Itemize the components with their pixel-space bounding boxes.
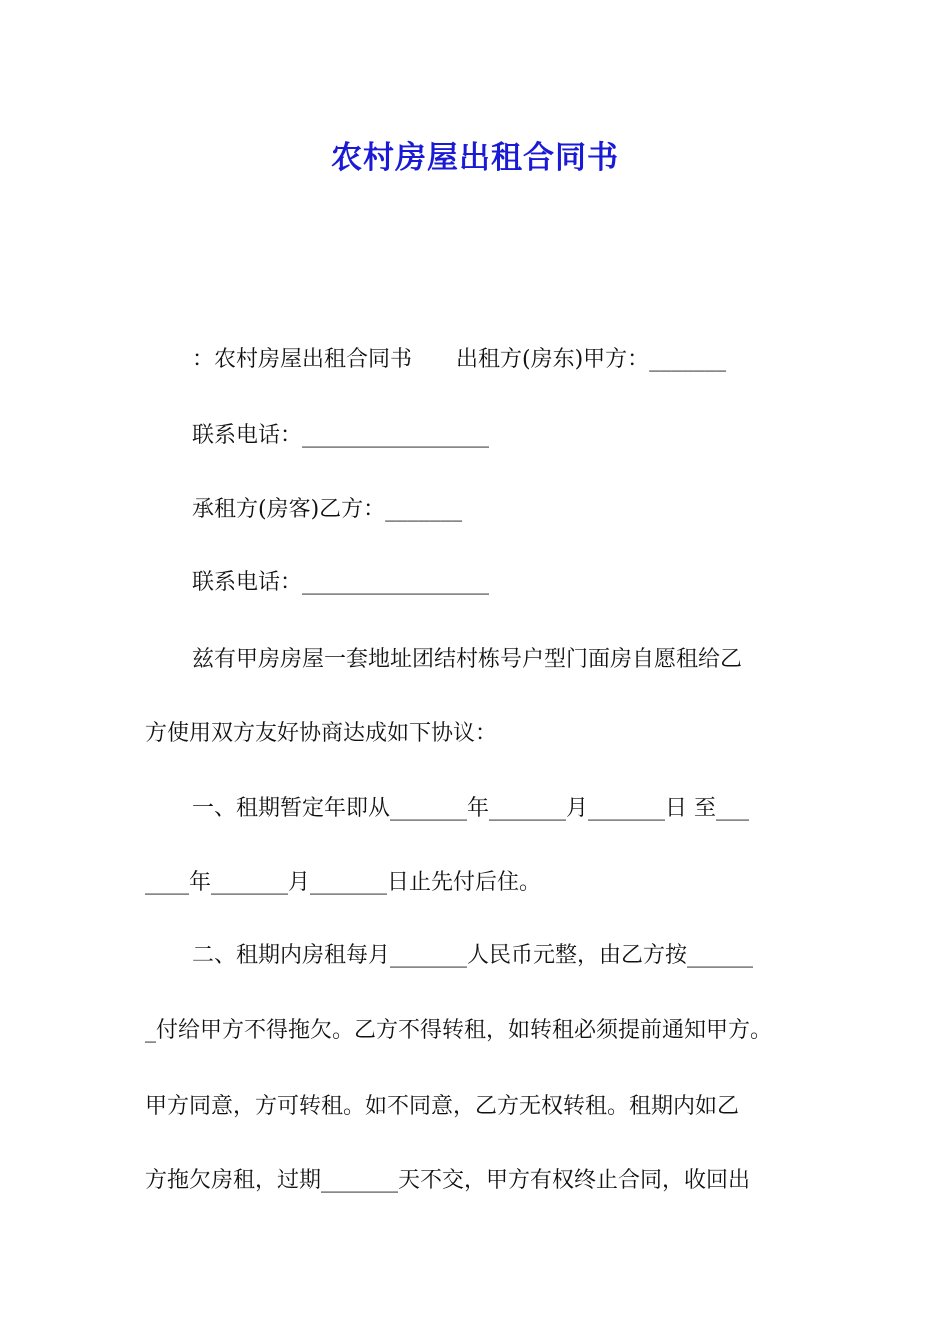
paragraph-line-lessor: ：农村房屋出租合同书 出租方(房东)甲方：_______ (192, 347, 727, 372)
paragraph-line-lessee-phone: 联系电话：_________________ (192, 570, 490, 595)
paragraph-line-clause2-2: _付给甲方不得拖欠。乙方不得转租，如转租必须提前通知甲方。 (145, 1018, 773, 1043)
paragraph-line-clause1-1: 一、租期暂定年即从_______年_______月_______日 至___ (192, 796, 749, 821)
paragraph-line-intro-1: 兹有甲房房屋一套地址团结村栋号户型门面房自愿租给乙 (192, 647, 743, 672)
paragraph-line-lessor-phone: 联系电话：_________________ (192, 423, 490, 448)
paragraph-line-lessee: 承租方(房客)乙方：_______ (192, 497, 463, 522)
document-title: 农村房屋出租合同书 (331, 140, 619, 176)
paragraph-line-intro-2: 方使用双方友好协商达成如下协议： (145, 721, 498, 746)
paragraph-line-clause2-3: 甲方同意，方可转租。如不同意，乙方无权转租。租期内如乙 (145, 1094, 740, 1119)
paragraph-line-clause2-1: 二、租期内房租每月_______人民币元整，由乙方按______ (192, 943, 754, 968)
paragraph-line-clause1-2: ____年_______月_______日止先付后住。 (145, 870, 542, 895)
paragraph-line-clause2-4: 方拖欠房租，过期_______天不交，甲方有权终止合同，收回出 (145, 1168, 751, 1193)
